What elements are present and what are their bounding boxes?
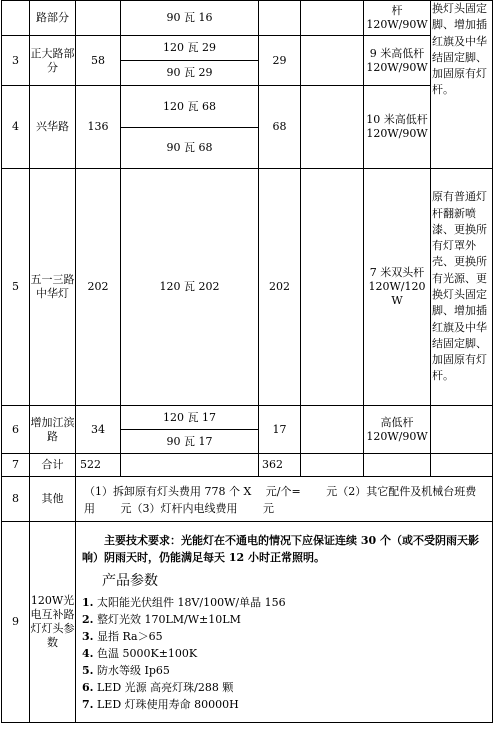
spec-blank xyxy=(364,454,431,477)
tech-requirement: 主要技术要求：光能灯在不通电的情况下应保证连续 30 个（或不受阴雨天影响）阴雨天时，仍能满足每天 12 小时正常照明。 xyxy=(82,534,479,564)
row-index: 4 xyxy=(2,86,30,169)
wattage-count: 90 瓦 29 xyxy=(121,61,259,86)
param-item: 4. 色温 5000K±100K xyxy=(82,647,198,660)
pole-count: 29 xyxy=(259,36,301,86)
wattage-count: 90 瓦 16 xyxy=(121,1,259,36)
table-row xyxy=(2,36,493,61)
table-row xyxy=(2,1,493,36)
table-row xyxy=(2,406,493,430)
blank-cell xyxy=(301,1,364,36)
pole-count xyxy=(259,1,301,36)
row-index: 7 xyxy=(2,454,30,477)
road-name: 五一三路中华灯 xyxy=(30,169,76,406)
blank-cell xyxy=(301,36,364,86)
wattage-blank xyxy=(121,454,259,477)
pole-spec: 杆 120W/90W xyxy=(364,1,431,36)
param-item: 7. LED 灯珠使用寿命 80000H xyxy=(82,698,239,711)
wattage-count: 120 瓦 17 xyxy=(121,406,259,430)
pole-spec: 高低杆 120W/90W xyxy=(364,406,431,454)
road-name: 路部分 xyxy=(30,1,76,36)
row-index: 3 xyxy=(2,36,30,86)
table-row xyxy=(2,86,493,128)
table-row xyxy=(2,454,493,477)
row-index: 5 xyxy=(2,169,30,406)
param-item: 2. 整灯光效 170LM/W±10LM xyxy=(82,613,241,626)
row-index: 9 xyxy=(2,522,30,723)
pole-spec: 7 米双头杆 120W/120W xyxy=(364,169,431,406)
lamp-total: 522 xyxy=(76,454,121,477)
param-item: 5. 防水等级 Ip65 xyxy=(82,664,170,677)
renovation-note: 换灯头固定脚、增加插红旗及中华结固定脚、加固原有灯杆。 xyxy=(431,1,493,169)
row-label: 其他 xyxy=(30,477,76,522)
lamp-count: 202 xyxy=(76,169,121,406)
wattage-count: 120 瓦 202 xyxy=(121,169,259,406)
tech-spec-cell xyxy=(76,522,493,723)
row-label: 合计 xyxy=(30,454,76,477)
pole-count: 68 xyxy=(259,86,301,169)
wattage-count: 120 瓦 68 xyxy=(121,86,259,128)
param-item: 6. LED 光源 高亮灯珠/288 颗 xyxy=(82,681,234,694)
note-blank xyxy=(431,454,493,477)
blank-cell xyxy=(301,454,364,477)
row-index xyxy=(2,1,30,36)
wattage-count: 120 瓦 29 xyxy=(121,36,259,61)
blank-cell xyxy=(301,406,364,454)
table-row xyxy=(2,522,493,723)
streetlight-quote-table xyxy=(1,0,493,723)
param-item: 1. 太阳能光伏组件 18V/100W/单晶 156 xyxy=(82,596,286,609)
lamp-count: 136 xyxy=(76,86,121,169)
wattage-count: 90 瓦 68 xyxy=(121,128,259,169)
blank-cell xyxy=(301,169,364,406)
table-row xyxy=(2,169,493,406)
pole-spec: 9 米高低杆 120W/90W xyxy=(364,36,431,86)
pole-spec: 10 米高低杆 120W/90W xyxy=(364,86,431,169)
row-index: 8 xyxy=(2,477,30,522)
param-item: 3. 显指 Ra＞65 xyxy=(82,630,163,643)
road-name: 兴华路 xyxy=(30,86,76,169)
road-name: 增加江滨路 xyxy=(30,406,76,454)
lamp-count: 58 xyxy=(76,36,121,86)
pole-total: 362 xyxy=(259,454,301,477)
pole-count: 17 xyxy=(259,406,301,454)
note-blank xyxy=(431,406,493,454)
params-title: 产品参数 xyxy=(102,573,158,589)
wattage-count: 90 瓦 17 xyxy=(121,430,259,454)
lamp-count: 34 xyxy=(76,406,121,454)
other-costs-text: （1）拆卸原有灯头费用 778 个 X 元/个= 元（2）其它配件及机械台班费用 元（3）灯杆内电线费用 元 xyxy=(76,477,493,522)
renovation-note: 原有普通灯杆翻新喷漆、更换所有灯罩外壳、更换所有光源、更换灯头固定脚、增加插红旗及中华结固定脚、加固原有灯杆。 xyxy=(431,169,493,406)
blank-cell xyxy=(301,86,364,169)
road-name: 正大路部分 xyxy=(30,36,76,86)
row-label: 120W光电互补路灯灯头参数 xyxy=(30,522,76,723)
table-row xyxy=(2,477,493,522)
pole-count: 202 xyxy=(259,169,301,406)
lamp-count xyxy=(76,1,121,36)
row-index: 6 xyxy=(2,406,30,454)
